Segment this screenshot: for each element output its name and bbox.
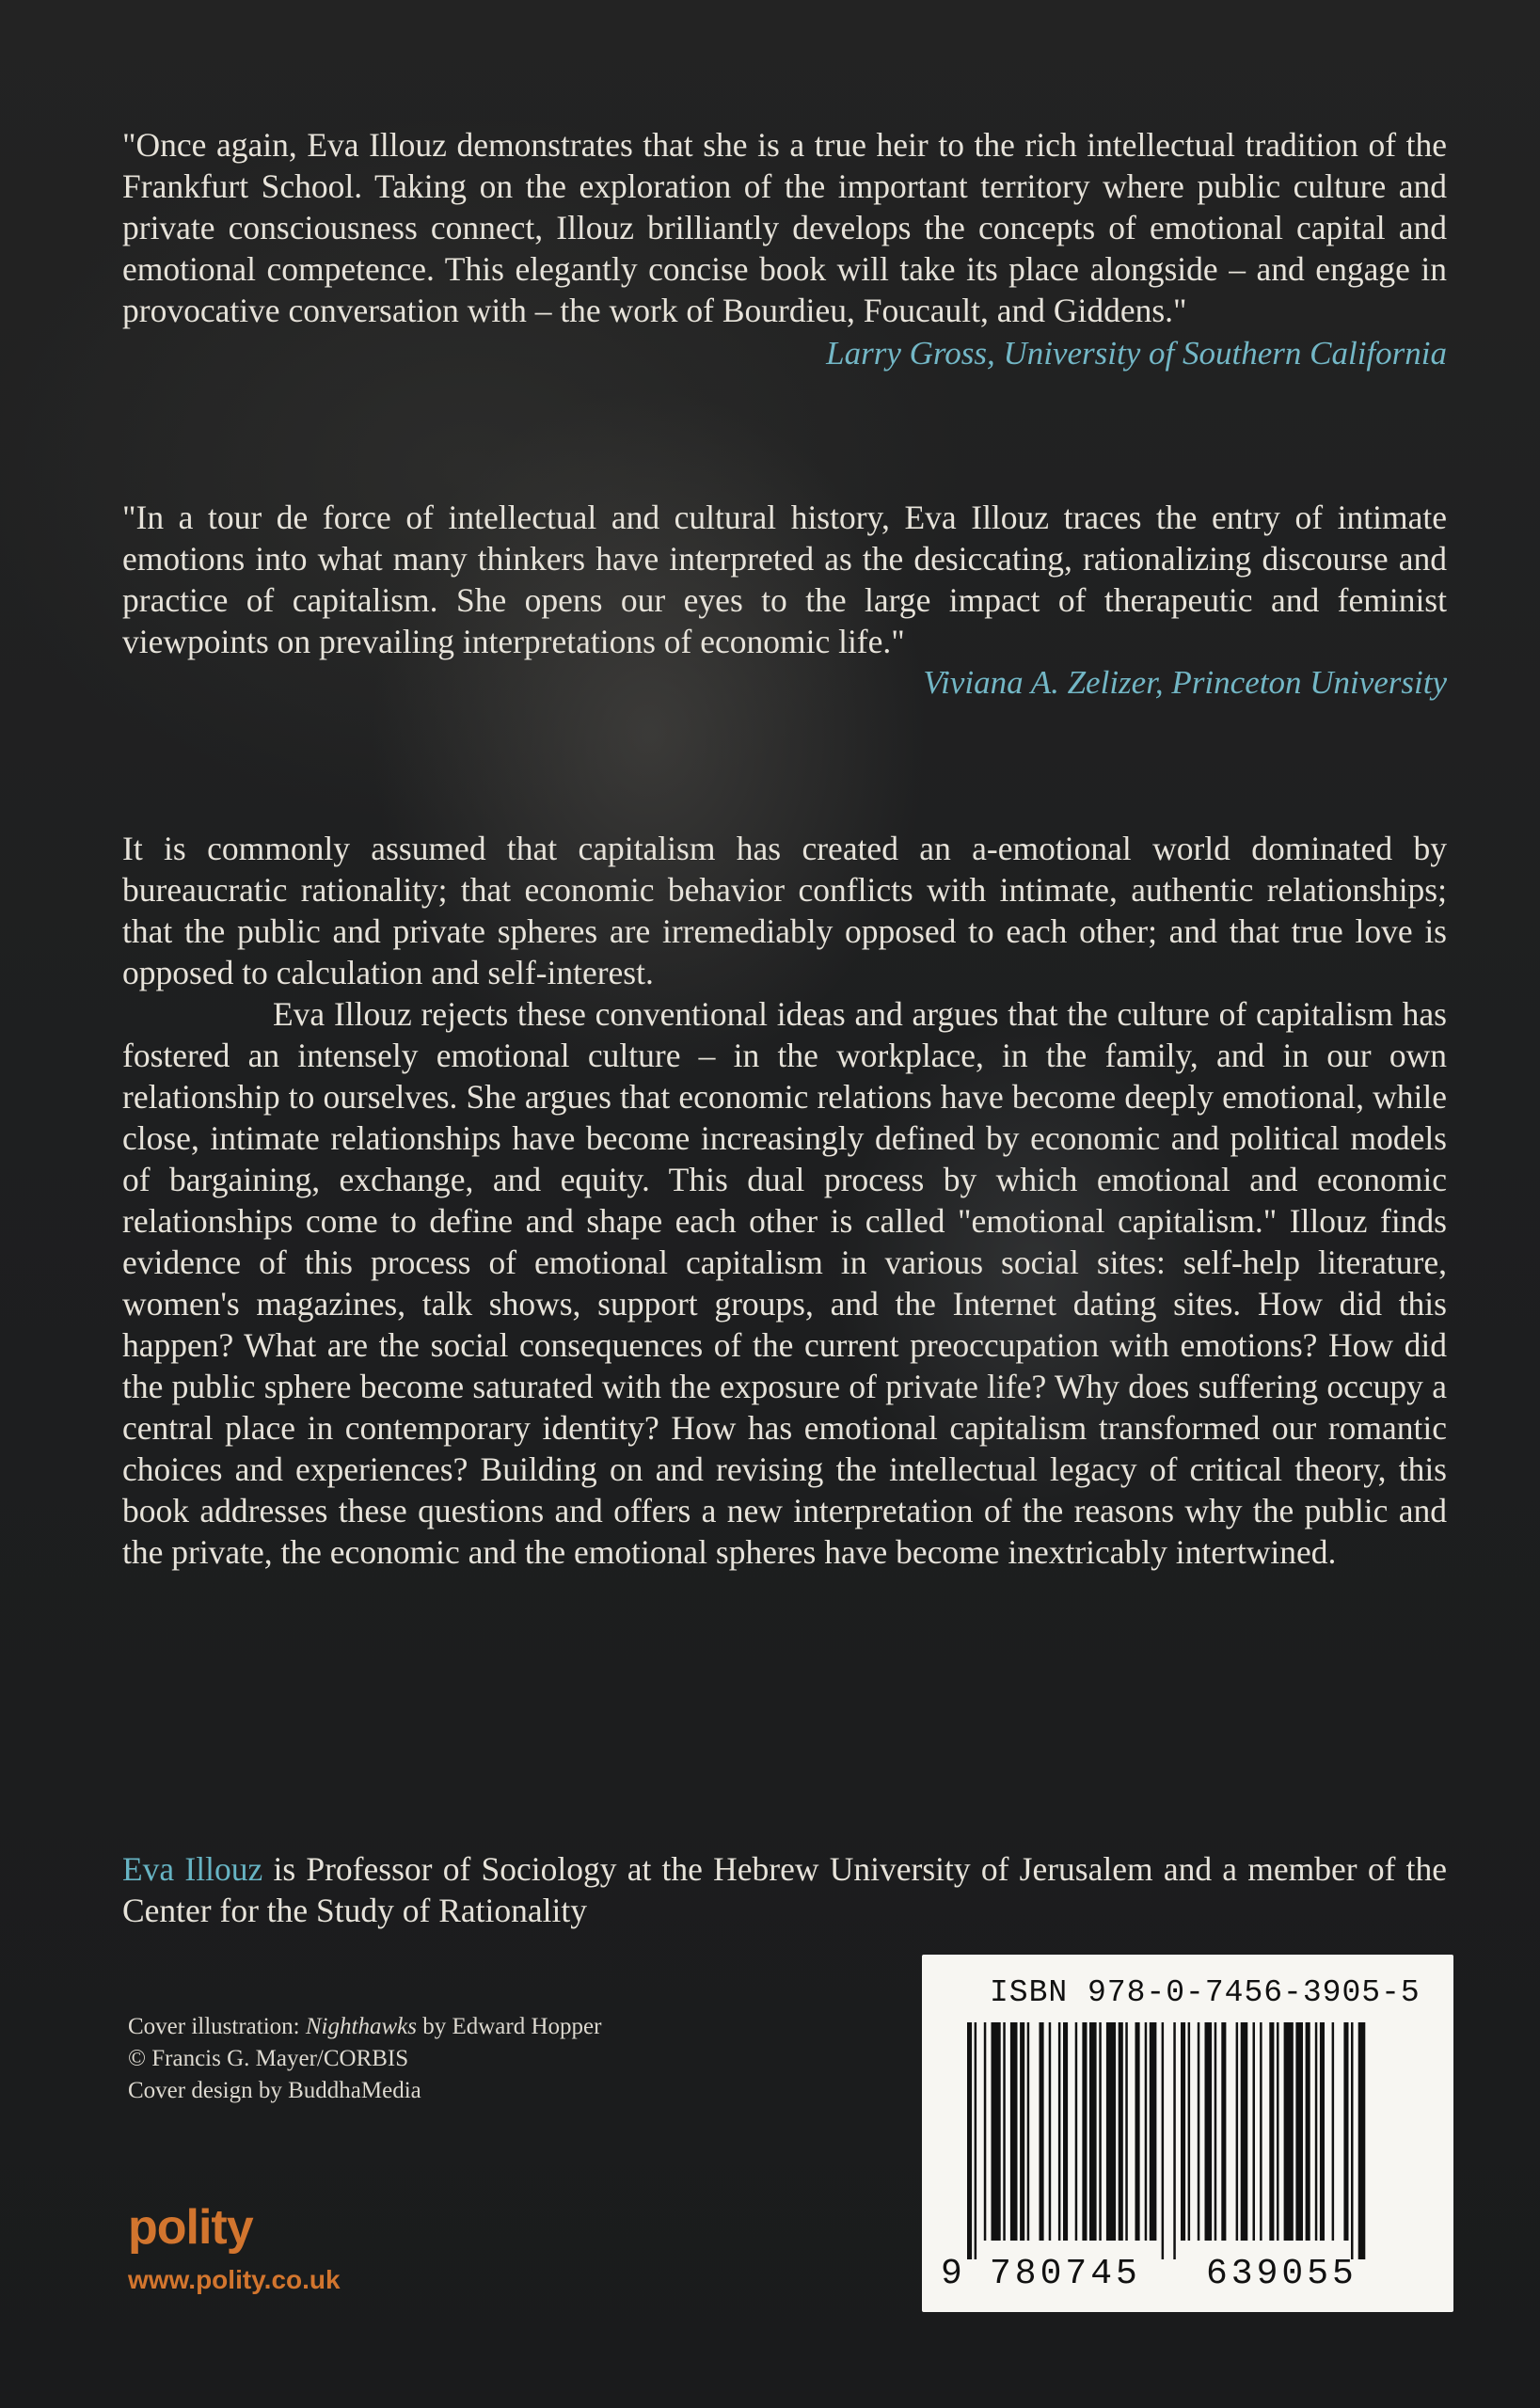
publisher-url: www.polity.co.uk (128, 2265, 341, 2294)
isbn-digits-right: 639055 (1206, 2254, 1357, 2294)
blurb-2-attribution: Viviana A. Zelizer, Princeton University (923, 664, 1447, 701)
barcode-bar (975, 2022, 977, 2259)
copyright-credit: © Francis G. Mayer/CORBIS (128, 2046, 409, 2071)
barcode-bar (1145, 2022, 1148, 2241)
blurb-2 (122, 497, 1447, 704)
barcode-bar (1119, 2022, 1123, 2241)
author-name: Eva Illouz (122, 1850, 263, 1888)
barcode-bar (1236, 2022, 1239, 2241)
barcode-bar (1106, 2022, 1116, 2241)
illustration-credit: Cover illustration: Nighthawks by Edward Hopper (128, 2014, 602, 2039)
barcode-bar (1221, 2022, 1226, 2241)
barcode-bar (1188, 2022, 1191, 2241)
author-bio-text: is Professor of Sociology at the Hebrew University of Jerusalem and a member of the Center for the Study of Rationality (122, 1850, 1448, 1929)
barcode-bar (1253, 2022, 1256, 2241)
cover-credits (128, 2011, 786, 2107)
isbn-digit-first: 9 (941, 2254, 962, 2294)
barcode-bar (984, 2022, 987, 2241)
barcode-bar (1295, 2022, 1303, 2241)
author-bio (122, 1848, 1447, 1931)
barcode-bar (1284, 2022, 1294, 2241)
barcode-bar (1315, 2022, 1318, 2241)
barcode-bar (967, 2022, 972, 2259)
barcode-bar (1173, 2022, 1176, 2259)
isbn-label: ISBN 978-0-7456-3905-5 (990, 1975, 1421, 2010)
barcode-bar (1040, 2022, 1044, 2241)
blurb-2-quote: "In a tour de force of intellectual and cultural history, Eva Illouz traces the entry of intimate emotions into what many thinkers have interpreted as the desiccating, rationalizing discourse and practice of capitalism. She opens our eyes to the large impact of therapeutic and feminist viewpoints on prevailing interpretations of economic life." (122, 499, 1447, 660)
polity-logo: polity (128, 2200, 253, 2255)
barcode-bar (1358, 2022, 1366, 2259)
barcode-bar (1351, 2022, 1354, 2259)
barcode-bar (1010, 2022, 1018, 2241)
publisher-brand (128, 2199, 341, 2299)
barcode-graphic (960, 2022, 1411, 2259)
barcode-bar (992, 2022, 1001, 2241)
illustration-title: Nighthawks (305, 2014, 417, 2039)
barcode-bar (1125, 2022, 1128, 2241)
barcode-bar (1241, 2022, 1248, 2241)
barcode-bar (1215, 2022, 1217, 2241)
barcode-bar (1003, 2022, 1006, 2241)
description-paragraph-2: Eva Illouz rejects these conventional ideas and argues that the culture of capitalism has fostered an intensely emotional culture – in the workplace, in the family, and in our own relationship to ourselves. She argues that economic relations have become deeply emotional, while close, intimate relationships have become increasingly defined by economic and political models of bargaining, exchange, and equity. This dual process by which emotional and economic relationships come to define and shape each other is called "emotional capitalism." Illouz finds evidence of this process of emotional capitalism in various social sites: self-help literature, women's magazines, talk shows, support groups, and the Internet dating sites. How did this happen? What are the social consequences of the current preoccupation with emotions? How did the public sphere become saturated with the exposure of private life? Why does suffering occupy a central place in contemporary identity? How has emotional capitalism transformed our romantic choices and experiences? Building on and revising the intellectual legacy of critical theory, this book addresses these questions and offers a new interpretation of the reasons why the public and the private, the economic and the emotional spheres have become inextricably intertwined. (122, 995, 1447, 1571)
barcode-bar (1082, 2022, 1087, 2241)
barcode-bar (1260, 2022, 1262, 2241)
barcode-bar (1162, 2022, 1165, 2259)
barcode-bar (1099, 2022, 1102, 2241)
barcode-bar (1269, 2022, 1274, 2241)
book-description (122, 828, 1447, 1573)
blurb-1-quote: "Once again, Eva Illouz demonstrates that she is a true heir to the rich intellectual tradition of the Frankfurt School. Taking on the exploration of the important territory where public culture and private consciousness connect, Illouz brilliantly develops the concepts of emotional capital and emotional competence. This elegantly concise book will take its place alongside – and engage in provocative conversation with – the work of Bourdieu, Foucault, and Giddens." (122, 126, 1447, 329)
barcode-bar (1198, 2022, 1200, 2241)
barcode-bar (1058, 2022, 1061, 2241)
barcode-bar (1277, 2022, 1279, 2241)
barcode-bar (1027, 2022, 1030, 2241)
barcode-bar (1320, 2022, 1325, 2241)
barcode-bar (1135, 2022, 1140, 2241)
barcode-bar (1150, 2022, 1157, 2241)
barcode-bar (1049, 2022, 1052, 2241)
barcode-bar (1343, 2022, 1348, 2241)
barcode-bar (1181, 2022, 1185, 2241)
barcode-bar (1075, 2022, 1078, 2241)
barcode-bar (1063, 2022, 1068, 2241)
barcode-bar (1205, 2022, 1213, 2241)
design-credit: Cover design by BuddhaMedia (128, 2078, 421, 2103)
barcode-bar (1306, 2022, 1310, 2241)
blurb-1 (122, 124, 1447, 374)
blurb-1-attribution: Larry Gross, University of Southern California (826, 335, 1447, 372)
isbn-digits-left: 780745 (990, 2254, 1141, 2294)
isbn-barcode-box (922, 1955, 1453, 2312)
description-paragraph-1: It is commonly assumed that capitalism has created an a-emotional world dominated by bureaucratic rationality; that economic behavior conflicts with intimate, authentic relationships; that the public and private spheres are irremediably opposed to each other; and that true love is opposed to calculation and self-interest. (122, 830, 1447, 991)
barcode-bar (1020, 2022, 1024, 2241)
barcode-bar (1089, 2022, 1097, 2241)
barcode-bar (1332, 2022, 1335, 2241)
